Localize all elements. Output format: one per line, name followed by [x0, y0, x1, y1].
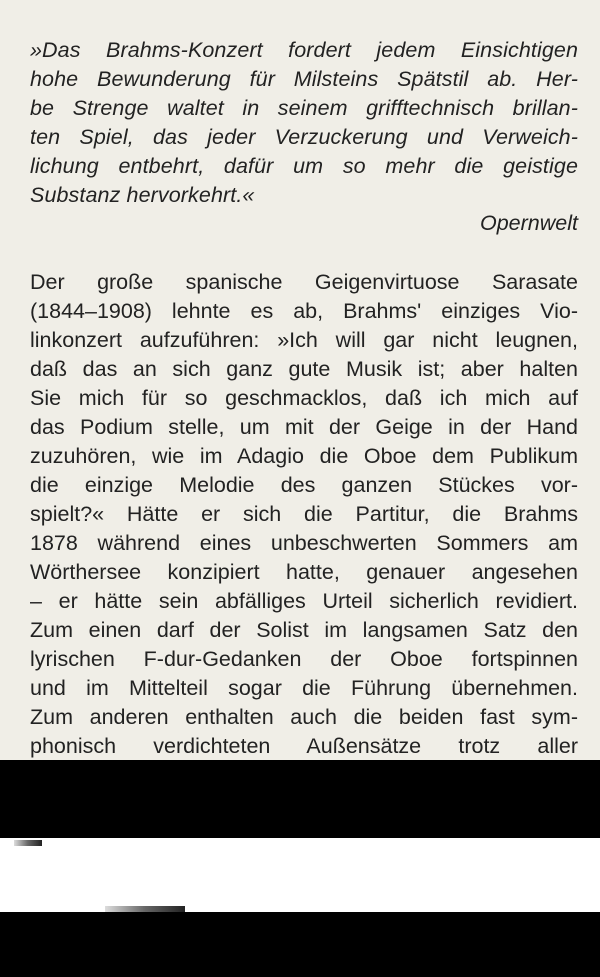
body-line: lyrischen F-dur-Gedanken der Oboe fortspinnen — [30, 647, 578, 671]
body-line: Zum anderen enthalten auch die beiden fast sym- — [30, 705, 578, 729]
quote-attribution: Opernwelt — [480, 211, 578, 235]
body-line: Wörthersee konzipiert hatte, genauer angesehen — [30, 560, 578, 584]
body-line: Der große spanische Geigenvirtuose Sarasate — [30, 270, 578, 294]
white-gap-band — [0, 838, 600, 912]
press-quote — [30, 36, 578, 210]
body-line: Zum einen darf der Solist im langsamen Satz den — [30, 618, 578, 642]
black-redaction-band — [0, 760, 600, 838]
body-line: 1878 während eines unbeschwerten Sommers am — [30, 531, 578, 555]
body-line: spielt?« Hätte er sich die Partitur, die Brahms — [30, 502, 578, 526]
quote-line: lichung entbehrt, dafür um so mehr die geistige — [30, 154, 578, 178]
quote-line: hohe Bewunderung für Milsteins Spätstil ab. Her- — [30, 67, 578, 91]
black-redaction-band — [0, 912, 600, 977]
scan-artifact — [14, 840, 42, 846]
body-line: (1844–1908) lehnte es ab, Brahms' einziges Vio- — [30, 299, 578, 323]
quote-line: ten Spiel, das jeder Verzuckerung und Verweich- — [30, 125, 578, 149]
body-line: – er hätte sein abfälliges Urteil sicherlich revidiert. — [30, 589, 578, 613]
body-line: Sie mich für so geschmacklos, daß ich mich auf — [30, 386, 578, 410]
body-line: daß das an sich ganz gute Musik ist; aber halten — [30, 357, 578, 381]
body-line: linkonzert aufzuführen: »Ich will gar nicht leugnen, — [30, 328, 578, 352]
body-line: phonisch verdichteten Außensätze trotz aller — [30, 734, 578, 758]
quote-line: Substanz hervorkehrt.« — [30, 183, 255, 207]
quote-line: be Strenge waltet in seinem grifftechnisch brillan- — [30, 96, 578, 120]
quote-line: »Das Brahms-Konzert fordert jedem Einsichtigen — [30, 38, 578, 62]
body-line: das Podium stelle, um mit der Geige in der Hand — [30, 415, 578, 439]
body-paragraph — [30, 268, 578, 775]
body-line: zuzuhören, wie im Adagio die Oboe dem Publikum — [30, 444, 578, 468]
body-line: die einzige Melodie des ganzen Stückes vor- — [30, 473, 578, 497]
body-line: und im Mittelteil sogar die Führung übernehmen. — [30, 676, 578, 700]
